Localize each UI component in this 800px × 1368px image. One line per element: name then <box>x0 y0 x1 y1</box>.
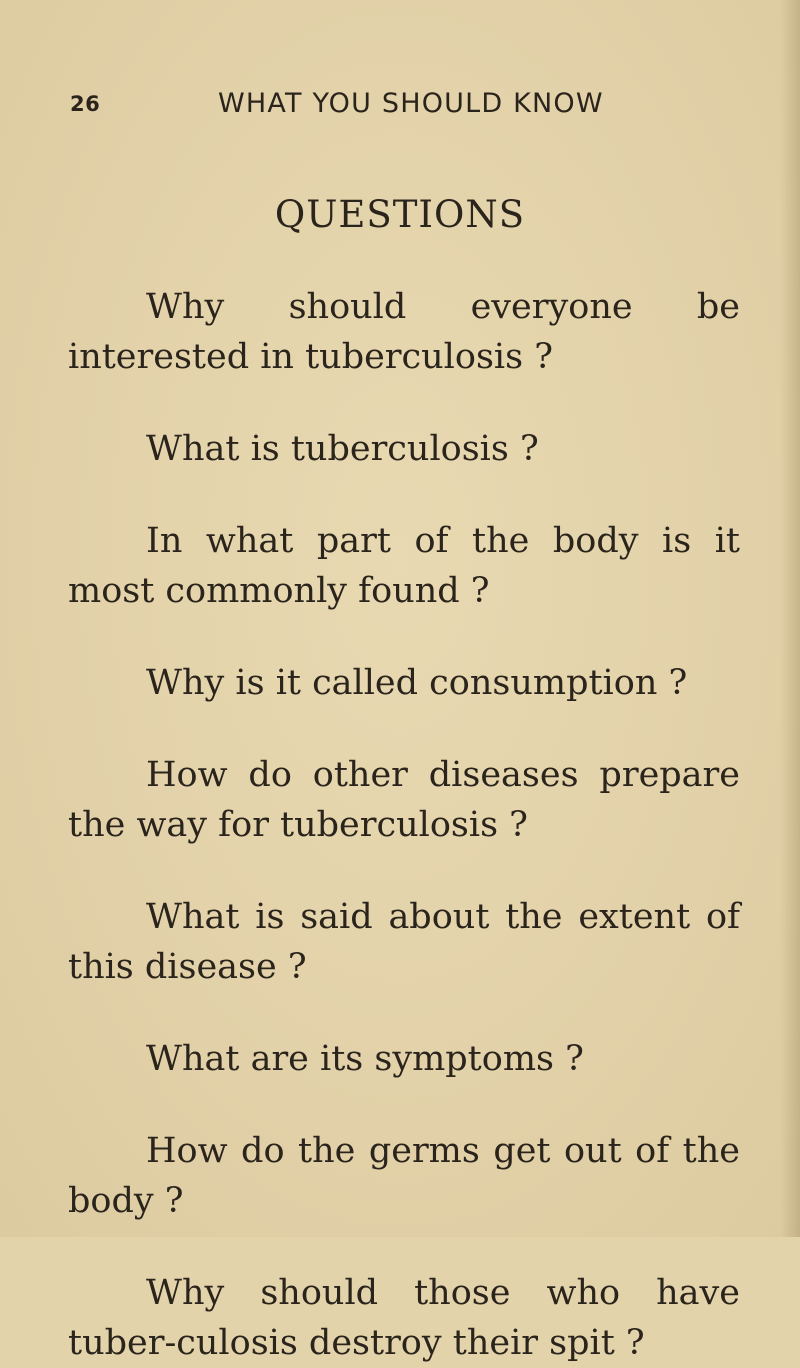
question-item: What is tuberculosis ? <box>146 429 539 469</box>
question-item: Why should everyone be interested in tuberculosis ? <box>68 287 740 377</box>
question-item: What are its symptoms ? <box>146 1039 584 1079</box>
running-head <box>70 88 730 128</box>
question-item: Why is it called consumption ? <box>146 663 688 703</box>
question-item: Why should those who have tuber-culosis destroy their spit ? <box>68 1273 740 1363</box>
running-title: WHAT YOU SHOULD KNOW <box>218 88 604 119</box>
question-item: What is said about the extent of this disease ? <box>68 897 740 987</box>
question-item: How do other diseases prepare the way for tuberculosis ? <box>68 755 740 845</box>
question-list <box>68 282 740 1368</box>
section-heading: QUESTIONS <box>274 193 526 236</box>
question-item: In what part of the body is it most commonly found ? <box>68 521 740 611</box>
question-item: How do the germs get out of the body ? <box>68 1131 740 1221</box>
page-number: 26 <box>70 92 101 116</box>
